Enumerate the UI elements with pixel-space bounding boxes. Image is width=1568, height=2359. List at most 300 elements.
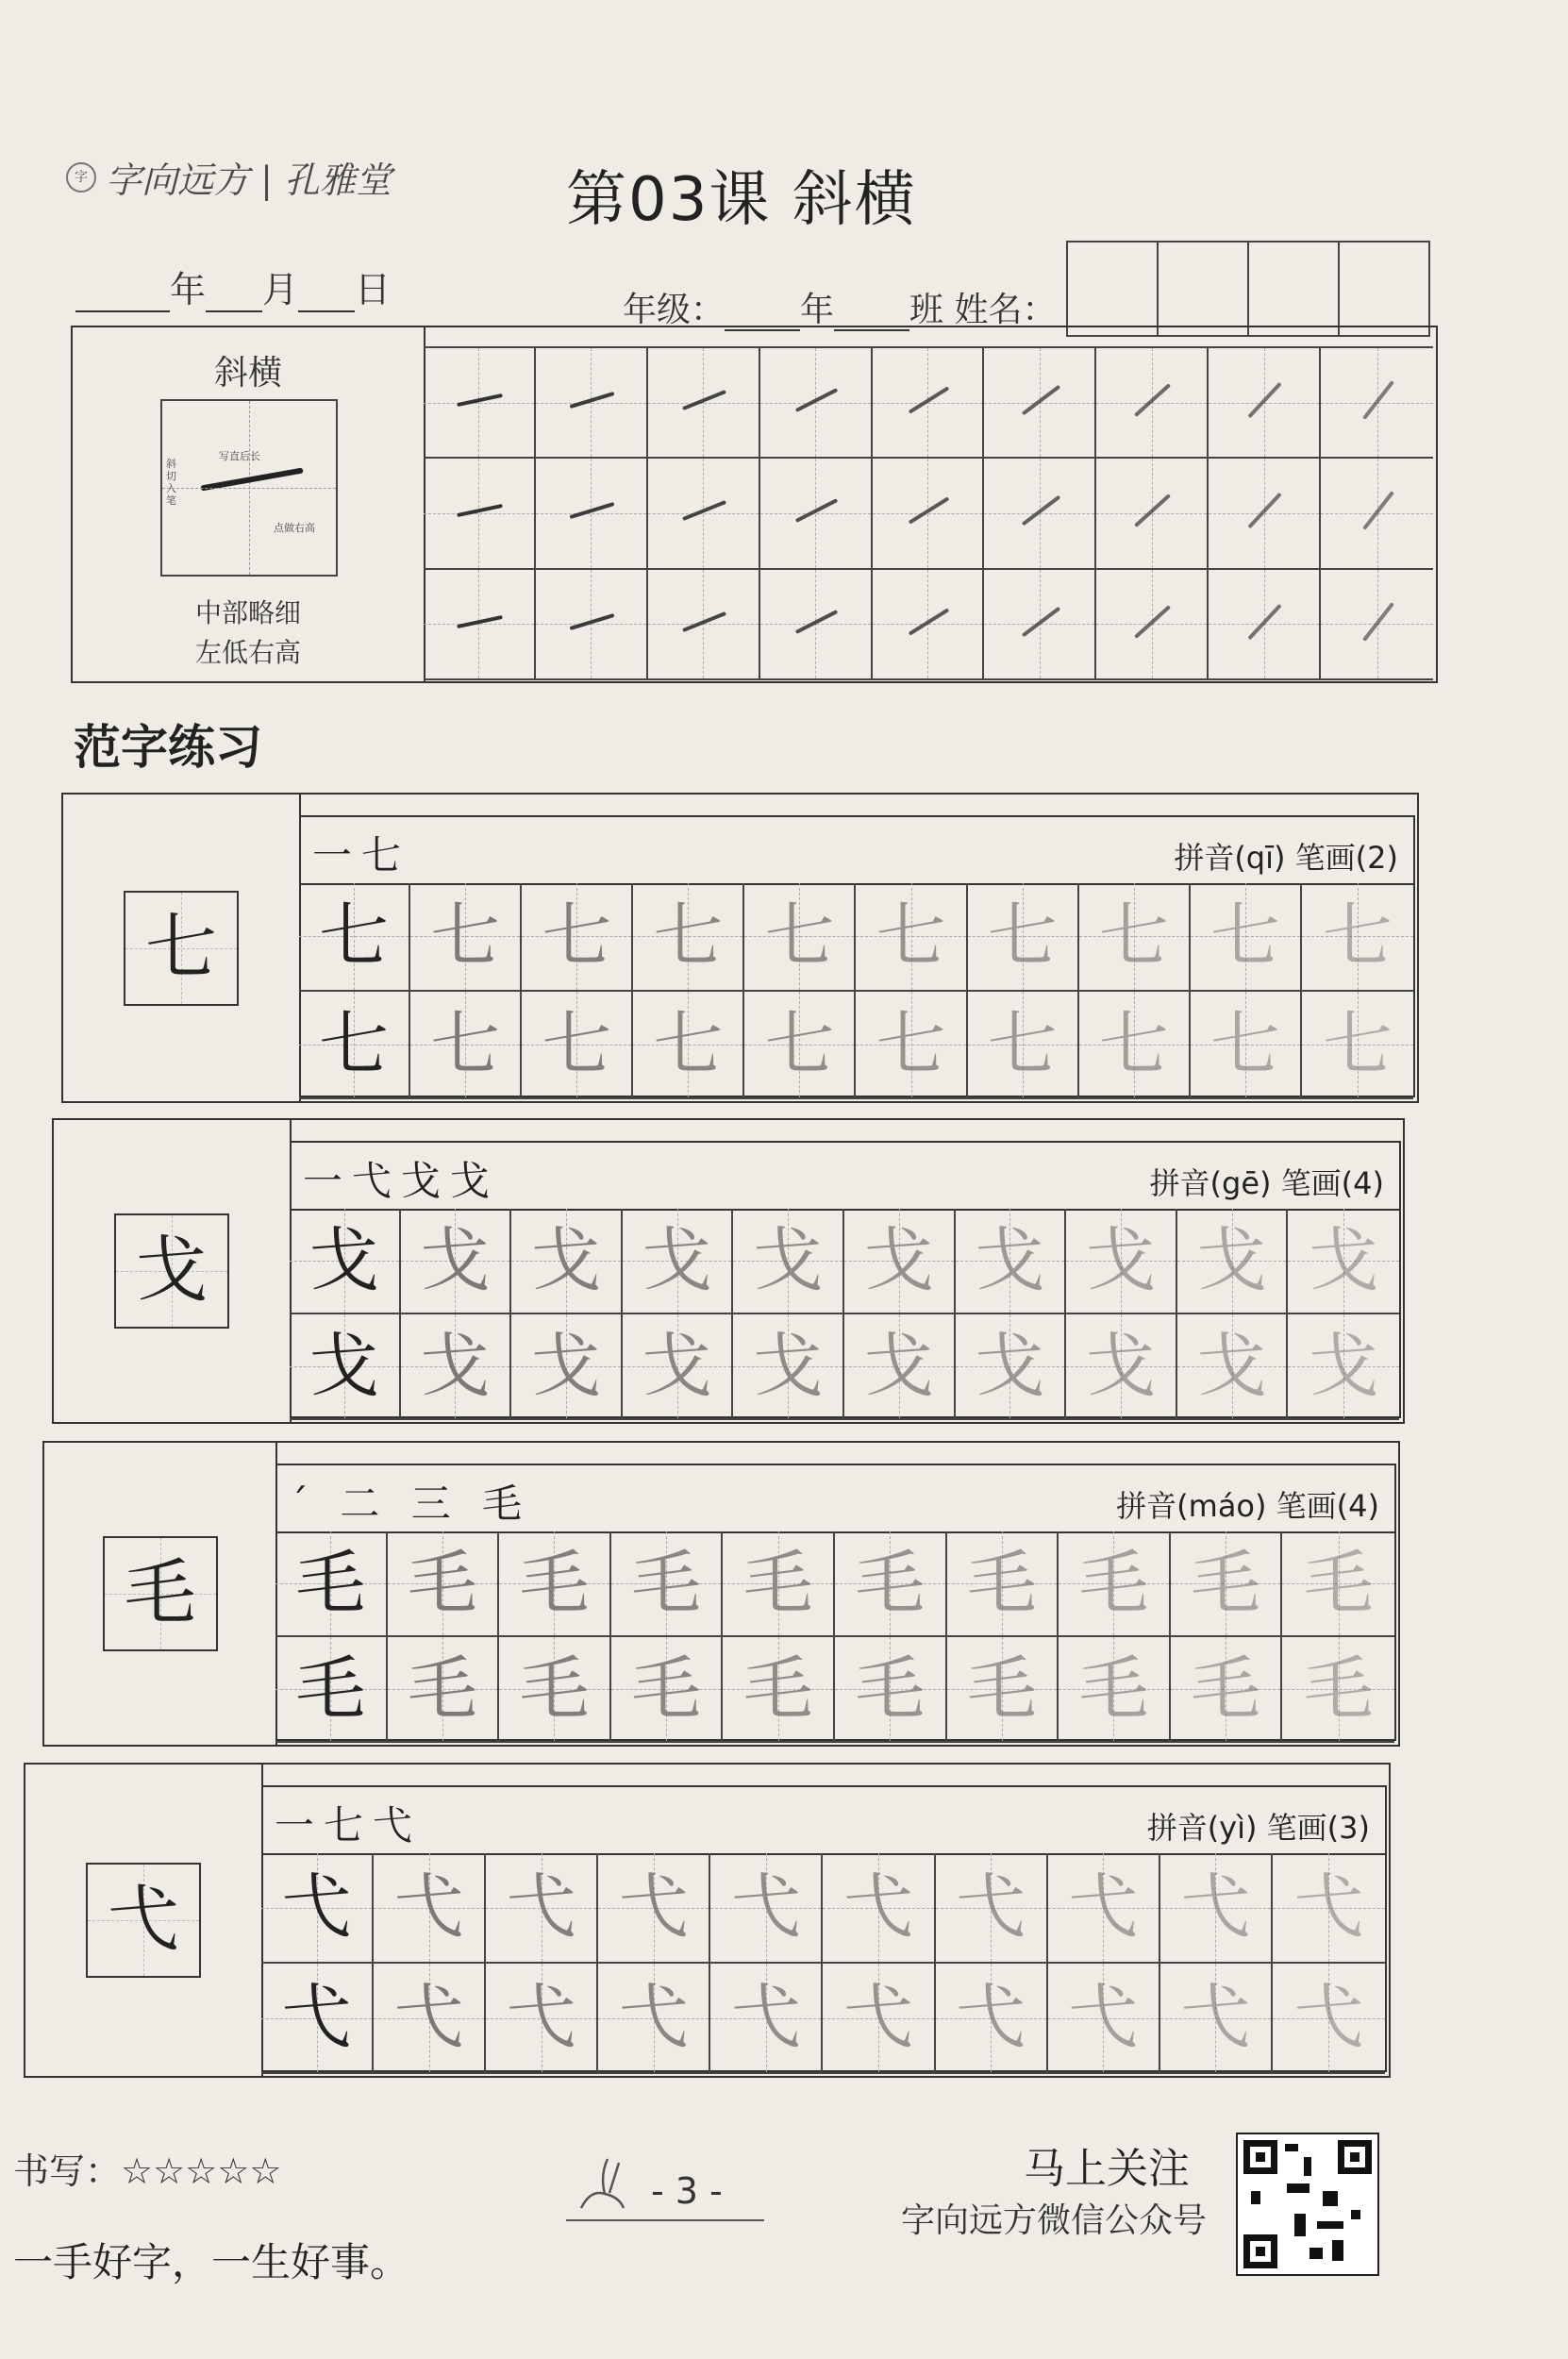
practice-cell[interactable] — [388, 1637, 500, 1743]
practice-cell[interactable] — [1160, 1964, 1273, 2074]
practice-stroke — [682, 390, 726, 410]
lesson-title: 第03课 斜横 — [566, 165, 917, 235]
practice-cell[interactable] — [1191, 992, 1302, 1100]
practice-character: 毛 — [1078, 1543, 1149, 1624]
follow-text: 马上关注 — [1024, 2145, 1190, 2193]
practice-character: 七 — [319, 1003, 390, 1085]
stroke-practice-section — [71, 326, 1438, 683]
model-cell[interactable] — [290, 1314, 401, 1420]
practice-character: 戈 — [309, 1326, 379, 1407]
practice-cell[interactable] — [374, 1964, 486, 2074]
practice-cell[interactable] — [486, 1964, 598, 2074]
practice-character: 弋 — [281, 1977, 352, 2058]
practice-character: 弋 — [506, 1977, 576, 2058]
practice-stroke — [1248, 382, 1282, 419]
practice-character: 七 — [542, 1003, 612, 1085]
practice-cell[interactable] — [1302, 883, 1413, 992]
practice-character: 戈 — [642, 1326, 712, 1407]
name-box[interactable] — [1159, 243, 1249, 335]
practice-cell[interactable] — [968, 992, 1079, 1100]
practice-character: 戈 — [1196, 1326, 1267, 1407]
qr-finder — [1243, 2234, 1277, 2268]
practice-stroke — [794, 388, 838, 412]
year-label: 年 — [170, 269, 207, 310]
model-cell[interactable] — [275, 1637, 388, 1743]
stroke-grid — [424, 346, 1433, 680]
practice-stroke — [569, 392, 614, 409]
stroke-practice-cell[interactable] — [1209, 459, 1321, 569]
stroke-practice-cell[interactable] — [536, 459, 648, 569]
model-panel — [54, 1120, 292, 1422]
practice-cell[interactable] — [1273, 1853, 1385, 1964]
practice-cell[interactable] — [499, 1637, 611, 1743]
practice-cell[interactable] — [1288, 1314, 1399, 1420]
practice-cell[interactable] — [1288, 1209, 1399, 1314]
practice-cell[interactable] — [835, 1531, 947, 1637]
stroke-practice-cell[interactable] — [424, 570, 536, 680]
practice-cell[interactable] — [623, 1209, 734, 1314]
practice-cell[interactable] — [401, 1314, 512, 1420]
practice-character: 毛 — [407, 1543, 477, 1624]
practice-character: 弋 — [730, 1977, 801, 2058]
practice-stroke — [1248, 603, 1282, 640]
practice-cell[interactable] — [1066, 1209, 1177, 1314]
stroke-practice-cell[interactable] — [984, 459, 1096, 569]
practice-character: 戈 — [863, 1326, 934, 1407]
practice-stroke — [1021, 495, 1060, 527]
practice-character: 戈 — [975, 1220, 1045, 1301]
practice-cell[interactable] — [1191, 883, 1302, 992]
practice-stroke — [569, 613, 614, 630]
practice-character: 毛 — [1078, 1648, 1149, 1730]
practice-character: 七 — [764, 1003, 835, 1085]
practice-character: 毛 — [1303, 1648, 1374, 1730]
practice-character: 弋 — [618, 1866, 689, 1948]
model-cell[interactable] — [299, 883, 410, 992]
character-practice-grid — [261, 1853, 1387, 2072]
practice-character: 七 — [876, 1003, 946, 1085]
stroke-demo-panel — [73, 327, 425, 681]
grade-label: 年级： — [623, 291, 726, 329]
practice-character: 七 — [319, 895, 390, 977]
practice-character: 弋 — [843, 1977, 914, 2058]
name-box[interactable] — [1249, 243, 1340, 335]
stroke-practice-cell[interactable] — [1321, 348, 1433, 459]
practice-character: 七 — [876, 895, 946, 977]
practice-character: 戈 — [1309, 1326, 1379, 1407]
practice-cell[interactable] — [1302, 992, 1413, 1100]
practice-cell[interactable] — [611, 1637, 724, 1743]
stroke-order: 一七弋 — [275, 1802, 423, 1849]
page-number-text: - 3 - — [651, 2170, 723, 2212]
pinyin-stroke-count: 拼音(yì) 笔画(3) — [1146, 1810, 1370, 1846]
practice-character: 毛 — [1191, 1543, 1261, 1624]
name-box[interactable] — [1340, 243, 1428, 335]
practice-character: 七 — [430, 1003, 501, 1085]
qr-dot — [1304, 2157, 1311, 2176]
name-box[interactable] — [1068, 243, 1159, 335]
practice-cell[interactable] — [956, 1314, 1067, 1420]
practice-character: 戈 — [1085, 1220, 1156, 1301]
practice-character: 戈 — [863, 1220, 934, 1301]
practice-cell[interactable] — [633, 883, 744, 992]
practice-character: 弋 — [1293, 1866, 1364, 1948]
practice-character: 弋 — [506, 1866, 576, 1948]
motto: 一手好字，一生好事。 — [13, 2239, 410, 2285]
practice-character: 七 — [987, 1003, 1058, 1085]
practice-character: 七 — [1098, 895, 1169, 977]
model-character — [114, 1213, 229, 1329]
character-header — [290, 1141, 1401, 1211]
practice-cell[interactable] — [1273, 1964, 1385, 2074]
stroke-practice-cell[interactable] — [424, 459, 536, 569]
practice-stroke — [1134, 605, 1171, 639]
practice-cell[interactable] — [844, 1314, 956, 1420]
practice-cell[interactable] — [835, 1637, 947, 1743]
character-header — [275, 1464, 1396, 1533]
grade-year-label: 年 — [800, 291, 835, 329]
practice-character: 毛 — [855, 1543, 926, 1624]
practice-character: 戈 — [1309, 1220, 1379, 1301]
practice-character: 七 — [1209, 1003, 1280, 1085]
practice-cell[interactable] — [823, 1964, 935, 2074]
practice-character: 毛 — [519, 1543, 590, 1624]
stroke-practice-cell[interactable] — [984, 570, 1096, 680]
practice-cell[interactable] — [1160, 1853, 1273, 1964]
stroke-practice-cell[interactable] — [1096, 570, 1209, 680]
practice-character: 戈 — [642, 1220, 712, 1301]
stroke-order: 一七 — [312, 832, 411, 878]
qr-dot — [1251, 2191, 1260, 2204]
practice-character: 弋 — [393, 1866, 464, 1948]
practice-character: 弋 — [393, 1977, 464, 2058]
stroke-demo-box — [160, 399, 338, 577]
practice-character: 七 — [1098, 1003, 1169, 1085]
practice-cell[interactable] — [1048, 1964, 1160, 2074]
annotation-right: 点做右高 — [274, 522, 315, 534]
stroke-practice-cell[interactable] — [424, 348, 536, 459]
date-line — [75, 260, 391, 312]
stroke-practice-cell[interactable] — [760, 348, 873, 459]
practice-stroke — [457, 393, 503, 407]
practice-cell[interactable] — [1282, 1637, 1394, 1743]
model-cell[interactable] — [299, 992, 410, 1100]
model-panel — [44, 1443, 277, 1745]
stroke-name: 斜横 — [213, 354, 282, 393]
practice-character: 戈 — [420, 1220, 491, 1301]
practice-character: 毛 — [295, 1543, 366, 1624]
practice-cell[interactable] — [598, 1853, 710, 1964]
practice-stroke — [1021, 385, 1060, 416]
practice-cell[interactable] — [1171, 1637, 1283, 1743]
practice-stroke — [1248, 493, 1282, 529]
wechat-text: 字向远方微信公众号 — [901, 2201, 1208, 2240]
practice-character: 毛 — [295, 1648, 366, 1730]
practice-character: 七 — [1322, 895, 1393, 977]
practice-cell[interactable] — [856, 992, 967, 1100]
practice-cell[interactable] — [522, 883, 633, 992]
practice-cell[interactable] — [410, 883, 522, 992]
stroke-practice-cell[interactable] — [760, 570, 873, 680]
qr-code-icon[interactable] — [1236, 2133, 1379, 2276]
practice-character: 七 — [987, 895, 1058, 977]
stroke-practice-cell[interactable] — [1321, 570, 1433, 680]
practice-stroke — [1362, 491, 1394, 530]
month-label: 月 — [262, 269, 299, 310]
rabbit-icon — [572, 2151, 638, 2217]
model-cell[interactable] — [275, 1531, 388, 1637]
practice-stroke — [908, 497, 949, 525]
practice-cell[interactable] — [1059, 1531, 1171, 1637]
practice-cell[interactable] — [823, 1853, 935, 1964]
rating-label[interactable]: 书写：☆☆☆☆☆ — [13, 2150, 282, 2192]
stroke-practice-cell[interactable] — [873, 459, 985, 569]
practice-character: 戈 — [530, 1326, 601, 1407]
practice-character: 毛 — [966, 1543, 1037, 1624]
practice-cell[interactable] — [1079, 883, 1191, 992]
practice-stroke — [1021, 606, 1060, 637]
model-character — [124, 891, 239, 1006]
character-practice-grid — [275, 1531, 1396, 1741]
year-blank[interactable] — [75, 278, 170, 312]
practice-character: 毛 — [519, 1648, 590, 1730]
stroke-practice-cell[interactable] — [1096, 348, 1209, 459]
practice-stroke — [569, 502, 614, 519]
practice-cell[interactable] — [710, 1853, 823, 1964]
brand-logo — [66, 151, 392, 203]
qr-dot — [1309, 2248, 1323, 2259]
stroke-practice-cell[interactable] — [1321, 459, 1433, 569]
practice-stroke — [457, 615, 503, 628]
practice-cell[interactable] — [936, 1853, 1048, 1964]
practice-character: 毛 — [631, 1543, 702, 1624]
stroke-practice-cell[interactable] — [760, 459, 873, 569]
model-cell[interactable] — [261, 1964, 374, 2074]
practice-character: 七 — [1209, 895, 1280, 977]
practice-character: 弋 — [281, 1866, 352, 1948]
practice-character: 弋 — [956, 1866, 1026, 1948]
practice-cell[interactable] — [1079, 992, 1191, 1100]
qr-dot — [1285, 2144, 1298, 2151]
practice-cell[interactable] — [1048, 1853, 1160, 1964]
practice-stroke — [682, 500, 726, 521]
practice-character: 戈 — [420, 1326, 491, 1407]
page-number — [566, 2151, 774, 2227]
character-block — [52, 1118, 1405, 1424]
character-header — [299, 815, 1415, 885]
grade-line — [623, 283, 1057, 331]
qr-dot — [1287, 2183, 1309, 2193]
name-boxes[interactable] — [1066, 241, 1430, 337]
practice-cell[interactable] — [936, 1964, 1048, 2074]
model-panel — [63, 795, 301, 1101]
day-label: 日 — [355, 269, 392, 310]
qr-finder — [1243, 2140, 1277, 2174]
stroke-practice-cell[interactable] — [648, 459, 760, 569]
practice-cell[interactable] — [956, 1209, 1067, 1314]
practice-cell[interactable] — [710, 1964, 823, 2074]
character-block — [42, 1441, 1400, 1747]
practice-character: 戈 — [975, 1326, 1045, 1407]
model-character-text: 戈 — [136, 1228, 208, 1312]
practice-character: 毛 — [631, 1648, 702, 1730]
practice-character: 戈 — [530, 1220, 601, 1301]
practice-cell[interactable] — [723, 1637, 835, 1743]
character-practice-grid — [299, 883, 1415, 1097]
qr-finder — [1338, 2140, 1372, 2174]
practice-cell[interactable] — [633, 992, 744, 1100]
practice-character: 毛 — [1191, 1648, 1261, 1730]
practice-character: 毛 — [742, 1648, 813, 1730]
qr-dot — [1351, 2210, 1360, 2219]
model-character-text: 七 — [145, 904, 217, 989]
practice-character: 七 — [764, 895, 835, 977]
practice-character: 弋 — [1293, 1977, 1364, 2058]
practice-cell[interactable] — [947, 1637, 1059, 1743]
practice-character: 戈 — [1196, 1220, 1267, 1301]
class-label: 班 — [909, 291, 944, 329]
practice-character: 毛 — [855, 1648, 926, 1730]
practice-character: 七 — [653, 1003, 724, 1085]
model-character — [103, 1536, 218, 1651]
practice-cell[interactable] — [388, 1531, 500, 1637]
practice-cell[interactable] — [968, 883, 1079, 992]
practice-cell[interactable] — [723, 1531, 835, 1637]
stroke-hint — [73, 594, 424, 673]
practice-stroke — [1362, 380, 1394, 420]
practice-cell[interactable] — [1177, 1209, 1289, 1314]
model-character — [86, 1863, 201, 1978]
stroke-practice-cell[interactable] — [536, 348, 648, 459]
model-character-text: 弋 — [108, 1877, 179, 1961]
stroke-practice-cell[interactable] — [648, 570, 760, 680]
pinyin-stroke-count: 拼音(qī) 笔画(2) — [1174, 840, 1398, 876]
stroke-order: ˊ ⼆ 三 毛 — [289, 1481, 532, 1527]
model-cell[interactable] — [290, 1209, 401, 1314]
practice-character: 七 — [653, 895, 724, 977]
model-panel — [25, 1765, 263, 2076]
practice-character: 弋 — [956, 1977, 1026, 2058]
practice-cell[interactable] — [511, 1209, 623, 1314]
practice-cell[interactable] — [598, 1964, 710, 2074]
practice-character: 七 — [1322, 1003, 1393, 1085]
practice-cell[interactable] — [744, 992, 856, 1100]
annotation-left: 斜切入笔 — [166, 458, 176, 507]
practice-stroke — [794, 498, 838, 523]
practice-character: 毛 — [966, 1648, 1037, 1730]
qr-dot — [1323, 2191, 1338, 2206]
practice-cell[interactable] — [522, 992, 633, 1100]
stroke-order: 一弋戈戈 — [303, 1158, 500, 1204]
practice-cell[interactable] — [1066, 1314, 1177, 1420]
practice-stroke — [794, 610, 838, 634]
stroke-practice-cell[interactable] — [1209, 348, 1321, 459]
practice-character: 弋 — [843, 1866, 914, 1948]
practice-character: 戈 — [753, 1220, 824, 1301]
hint-line-2: 左低右高 — [194, 637, 301, 668]
stroke-practice-cell[interactable] — [648, 348, 760, 459]
practice-cell[interactable] — [486, 1853, 598, 1964]
stroke-practice-cell[interactable] — [1096, 459, 1209, 569]
practice-cell[interactable] — [401, 1209, 512, 1314]
pinyin-stroke-count: 拼音(gē) 笔画(4) — [1149, 1165, 1384, 1201]
practice-character: 七 — [542, 895, 612, 977]
practice-cell[interactable] — [744, 883, 856, 992]
page-divider — [566, 2219, 764, 2221]
practice-cell[interactable] — [410, 992, 522, 1100]
character-header — [261, 1785, 1387, 1855]
practice-stroke — [908, 608, 949, 635]
stroke-practice-cell[interactable] — [873, 348, 985, 459]
practice-cell[interactable] — [1282, 1531, 1394, 1637]
practice-cell[interactable] — [1059, 1637, 1171, 1743]
practice-cell[interactable] — [1171, 1531, 1283, 1637]
qr-dot — [1332, 2240, 1343, 2261]
practice-character: 弋 — [1180, 1977, 1251, 2058]
practice-cell[interactable] — [374, 1853, 486, 1964]
hint-line-1: 中部略细 — [194, 597, 301, 628]
practice-stroke — [1134, 494, 1171, 527]
practice-stroke — [457, 504, 503, 517]
practice-cell[interactable] — [856, 883, 967, 992]
practice-cell[interactable] — [844, 1209, 956, 1314]
practice-cell[interactable] — [733, 1209, 844, 1314]
practice-cell[interactable] — [1177, 1314, 1289, 1420]
section-title: 范字练习 — [74, 720, 262, 775]
practice-stroke — [1362, 602, 1394, 642]
stroke-practice-cell[interactable] — [1209, 570, 1321, 680]
practice-character: 弋 — [1180, 1866, 1251, 1948]
practice-character: 毛 — [407, 1648, 477, 1730]
practice-character: 弋 — [618, 1977, 689, 2058]
practice-cell[interactable] — [611, 1531, 724, 1637]
model-character-text: 毛 — [124, 1550, 196, 1634]
practice-character: 毛 — [742, 1543, 813, 1624]
practice-stroke — [682, 611, 726, 632]
practice-character: 弋 — [1068, 1866, 1139, 1948]
slanted-horizontal-stroke — [200, 467, 303, 491]
practice-cell[interactable] — [733, 1314, 844, 1420]
practice-cell[interactable] — [499, 1531, 611, 1637]
practice-cell[interactable] — [623, 1314, 734, 1420]
practice-cell[interactable] — [947, 1531, 1059, 1637]
name-label: 姓名： — [954, 291, 1057, 329]
practice-stroke — [908, 386, 949, 413]
logo-text: 字向远方 | 孔雅堂 — [106, 159, 392, 201]
seal-icon: 字 — [66, 162, 96, 192]
practice-character: 戈 — [753, 1326, 824, 1407]
character-block — [24, 1763, 1391, 2078]
character-practice-grid — [290, 1209, 1401, 1418]
practice-character: 弋 — [730, 1866, 801, 1948]
practice-character: 毛 — [1303, 1543, 1374, 1624]
stroke-practice-cell[interactable] — [536, 570, 648, 680]
month-blank[interactable] — [206, 278, 262, 312]
day-blank[interactable] — [298, 278, 355, 312]
model-cell[interactable] — [261, 1853, 374, 1964]
practice-stroke — [1134, 383, 1171, 417]
practice-cell[interactable] — [511, 1314, 623, 1420]
practice-character: 弋 — [1068, 1977, 1139, 2058]
stroke-practice-cell[interactable] — [984, 348, 1096, 459]
practice-character: 七 — [430, 895, 501, 977]
stroke-practice-cell[interactable] — [873, 570, 985, 680]
practice-character: 戈 — [309, 1220, 379, 1301]
qr-dot — [1294, 2214, 1306, 2236]
pinyin-stroke-count: 拼音(máo) 笔画(4) — [1116, 1488, 1379, 1524]
practice-character: 戈 — [1085, 1326, 1156, 1407]
qr-dot — [1317, 2221, 1343, 2229]
